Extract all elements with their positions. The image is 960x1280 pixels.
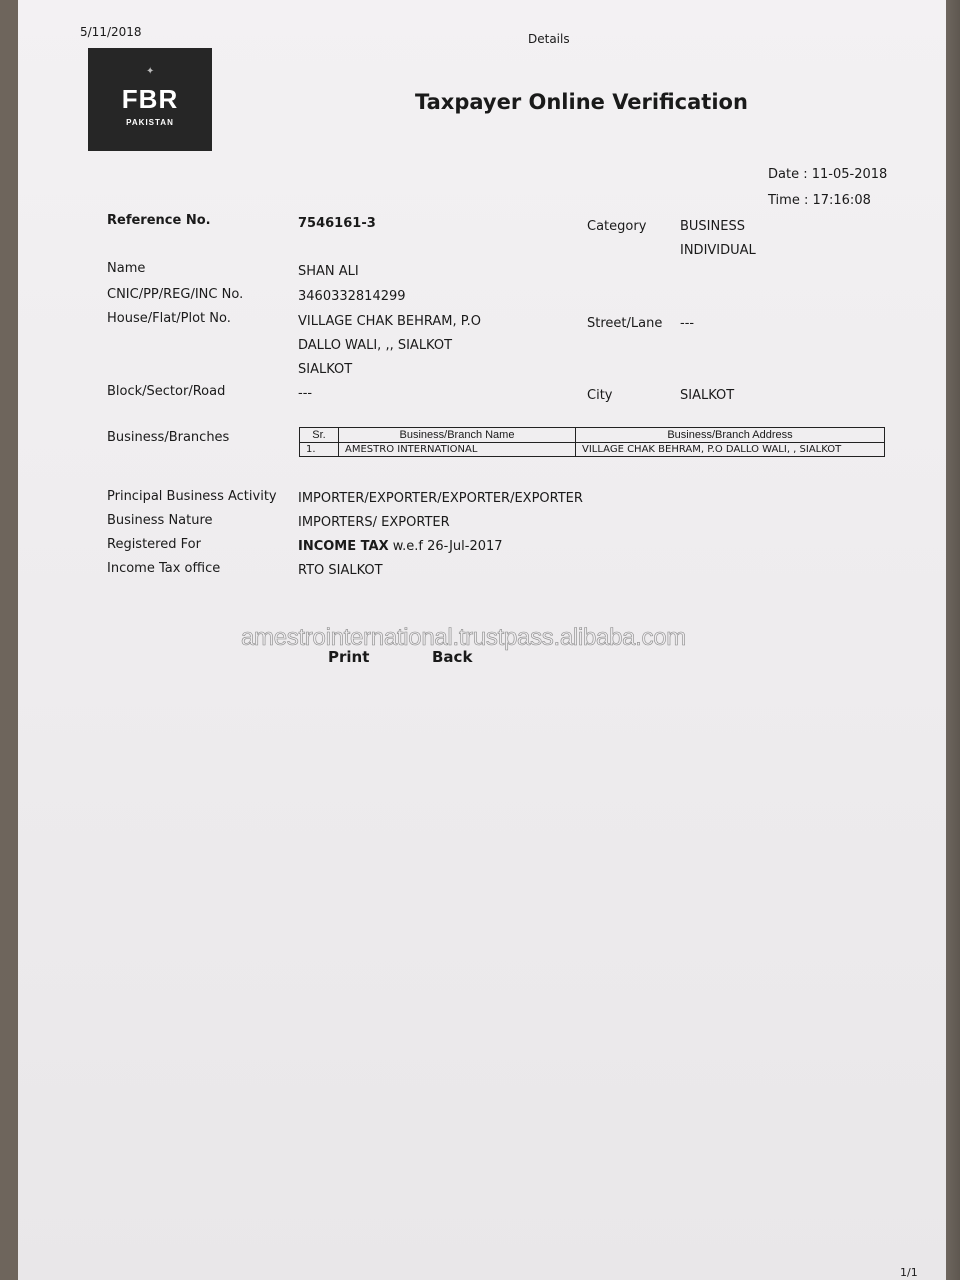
cell-branch-name: AMESTRO INTERNATIONAL <box>339 443 576 457</box>
house-value-2: DALLO WALI, ,, SIALKOT <box>298 338 453 353</box>
column-header-address: Business/Branch Address <box>576 428 885 443</box>
category-value-1: BUSINESS <box>680 219 745 234</box>
reference-label: Reference No. <box>107 213 211 228</box>
logo-subtext: PAKISTAN <box>126 118 174 127</box>
nature-label: Business Nature <box>107 513 213 528</box>
branches-label: Business/Branches <box>107 430 230 445</box>
activity-label: Principal Business Activity <box>107 489 277 504</box>
branches-table <box>299 427 885 457</box>
time-value: 17:16:08 <box>812 193 871 208</box>
print-button[interactable]: Print <box>328 648 370 666</box>
activity-value: IMPORTER/EXPORTER/EXPORTER/EXPORTER <box>298 491 583 506</box>
date-value: 11-05-2018 <box>811 167 888 182</box>
logo-text: FBR <box>121 84 179 114</box>
registered-tax-type: INCOME TAX <box>298 539 389 554</box>
cell-sr: 1. <box>300 443 339 457</box>
name-label: Name <box>107 261 146 276</box>
house-value-1: VILLAGE CHAK BEHRAM, P.O <box>298 314 481 329</box>
date-label: Date : <box>768 167 808 182</box>
watermark: amestrointernational.trustpass.alibaba.com <box>241 624 686 651</box>
category-value-2: INDIVIDUAL <box>680 243 756 258</box>
back-button[interactable]: Back <box>432 648 473 666</box>
block-label: Block/Sector/Road <box>107 384 226 399</box>
name-value: SHAN ALI <box>298 264 359 279</box>
office-label: Income Tax office <box>107 561 221 576</box>
page-number: 1/1 <box>900 1266 918 1279</box>
street-label: Street/Lane <box>587 316 663 331</box>
date-row <box>768 167 887 182</box>
house-value-3: SIALKOT <box>298 362 353 377</box>
column-header-sr: Sr. <box>300 428 339 443</box>
office-value: RTO SIALKOT <box>298 563 383 578</box>
nature-value: IMPORTERS/ EXPORTER <box>298 515 450 530</box>
cnic-label: CNIC/PP/REG/INC No. <box>107 287 244 302</box>
block-value: --- <box>298 386 313 401</box>
cell-branch-address: VILLAGE CHAK BEHRAM, P.O DALLO WALI, , SIALKOT <box>576 443 885 457</box>
reference-value: 7546161-3 <box>298 216 376 231</box>
time-label: Time : <box>768 193 809 208</box>
city-value: SIALKOT <box>680 388 735 403</box>
category-label: Category <box>587 219 647 234</box>
column-header-name: Business/Branch Name <box>339 428 576 443</box>
registered-effective-date: w.e.f 26-Jul-2017 <box>392 539 503 554</box>
street-value: --- <box>680 316 695 331</box>
fbr-logo <box>88 48 212 151</box>
table-row <box>300 443 885 457</box>
print-page-title: Details <box>528 32 570 46</box>
table-header-row <box>300 428 885 443</box>
city-label: City <box>587 388 613 403</box>
print-date: 5/11/2018 <box>80 25 142 39</box>
house-label: House/Flat/Plot No. <box>107 311 231 326</box>
time-row <box>768 193 871 208</box>
document-page <box>18 0 946 1280</box>
page-title: Taxpayer Online Verification <box>415 90 748 114</box>
cnic-value: 3460332814299 <box>298 289 406 304</box>
star-icon: ✦ <box>146 66 155 77</box>
registered-label: Registered For <box>107 537 201 552</box>
registered-value <box>298 539 503 554</box>
